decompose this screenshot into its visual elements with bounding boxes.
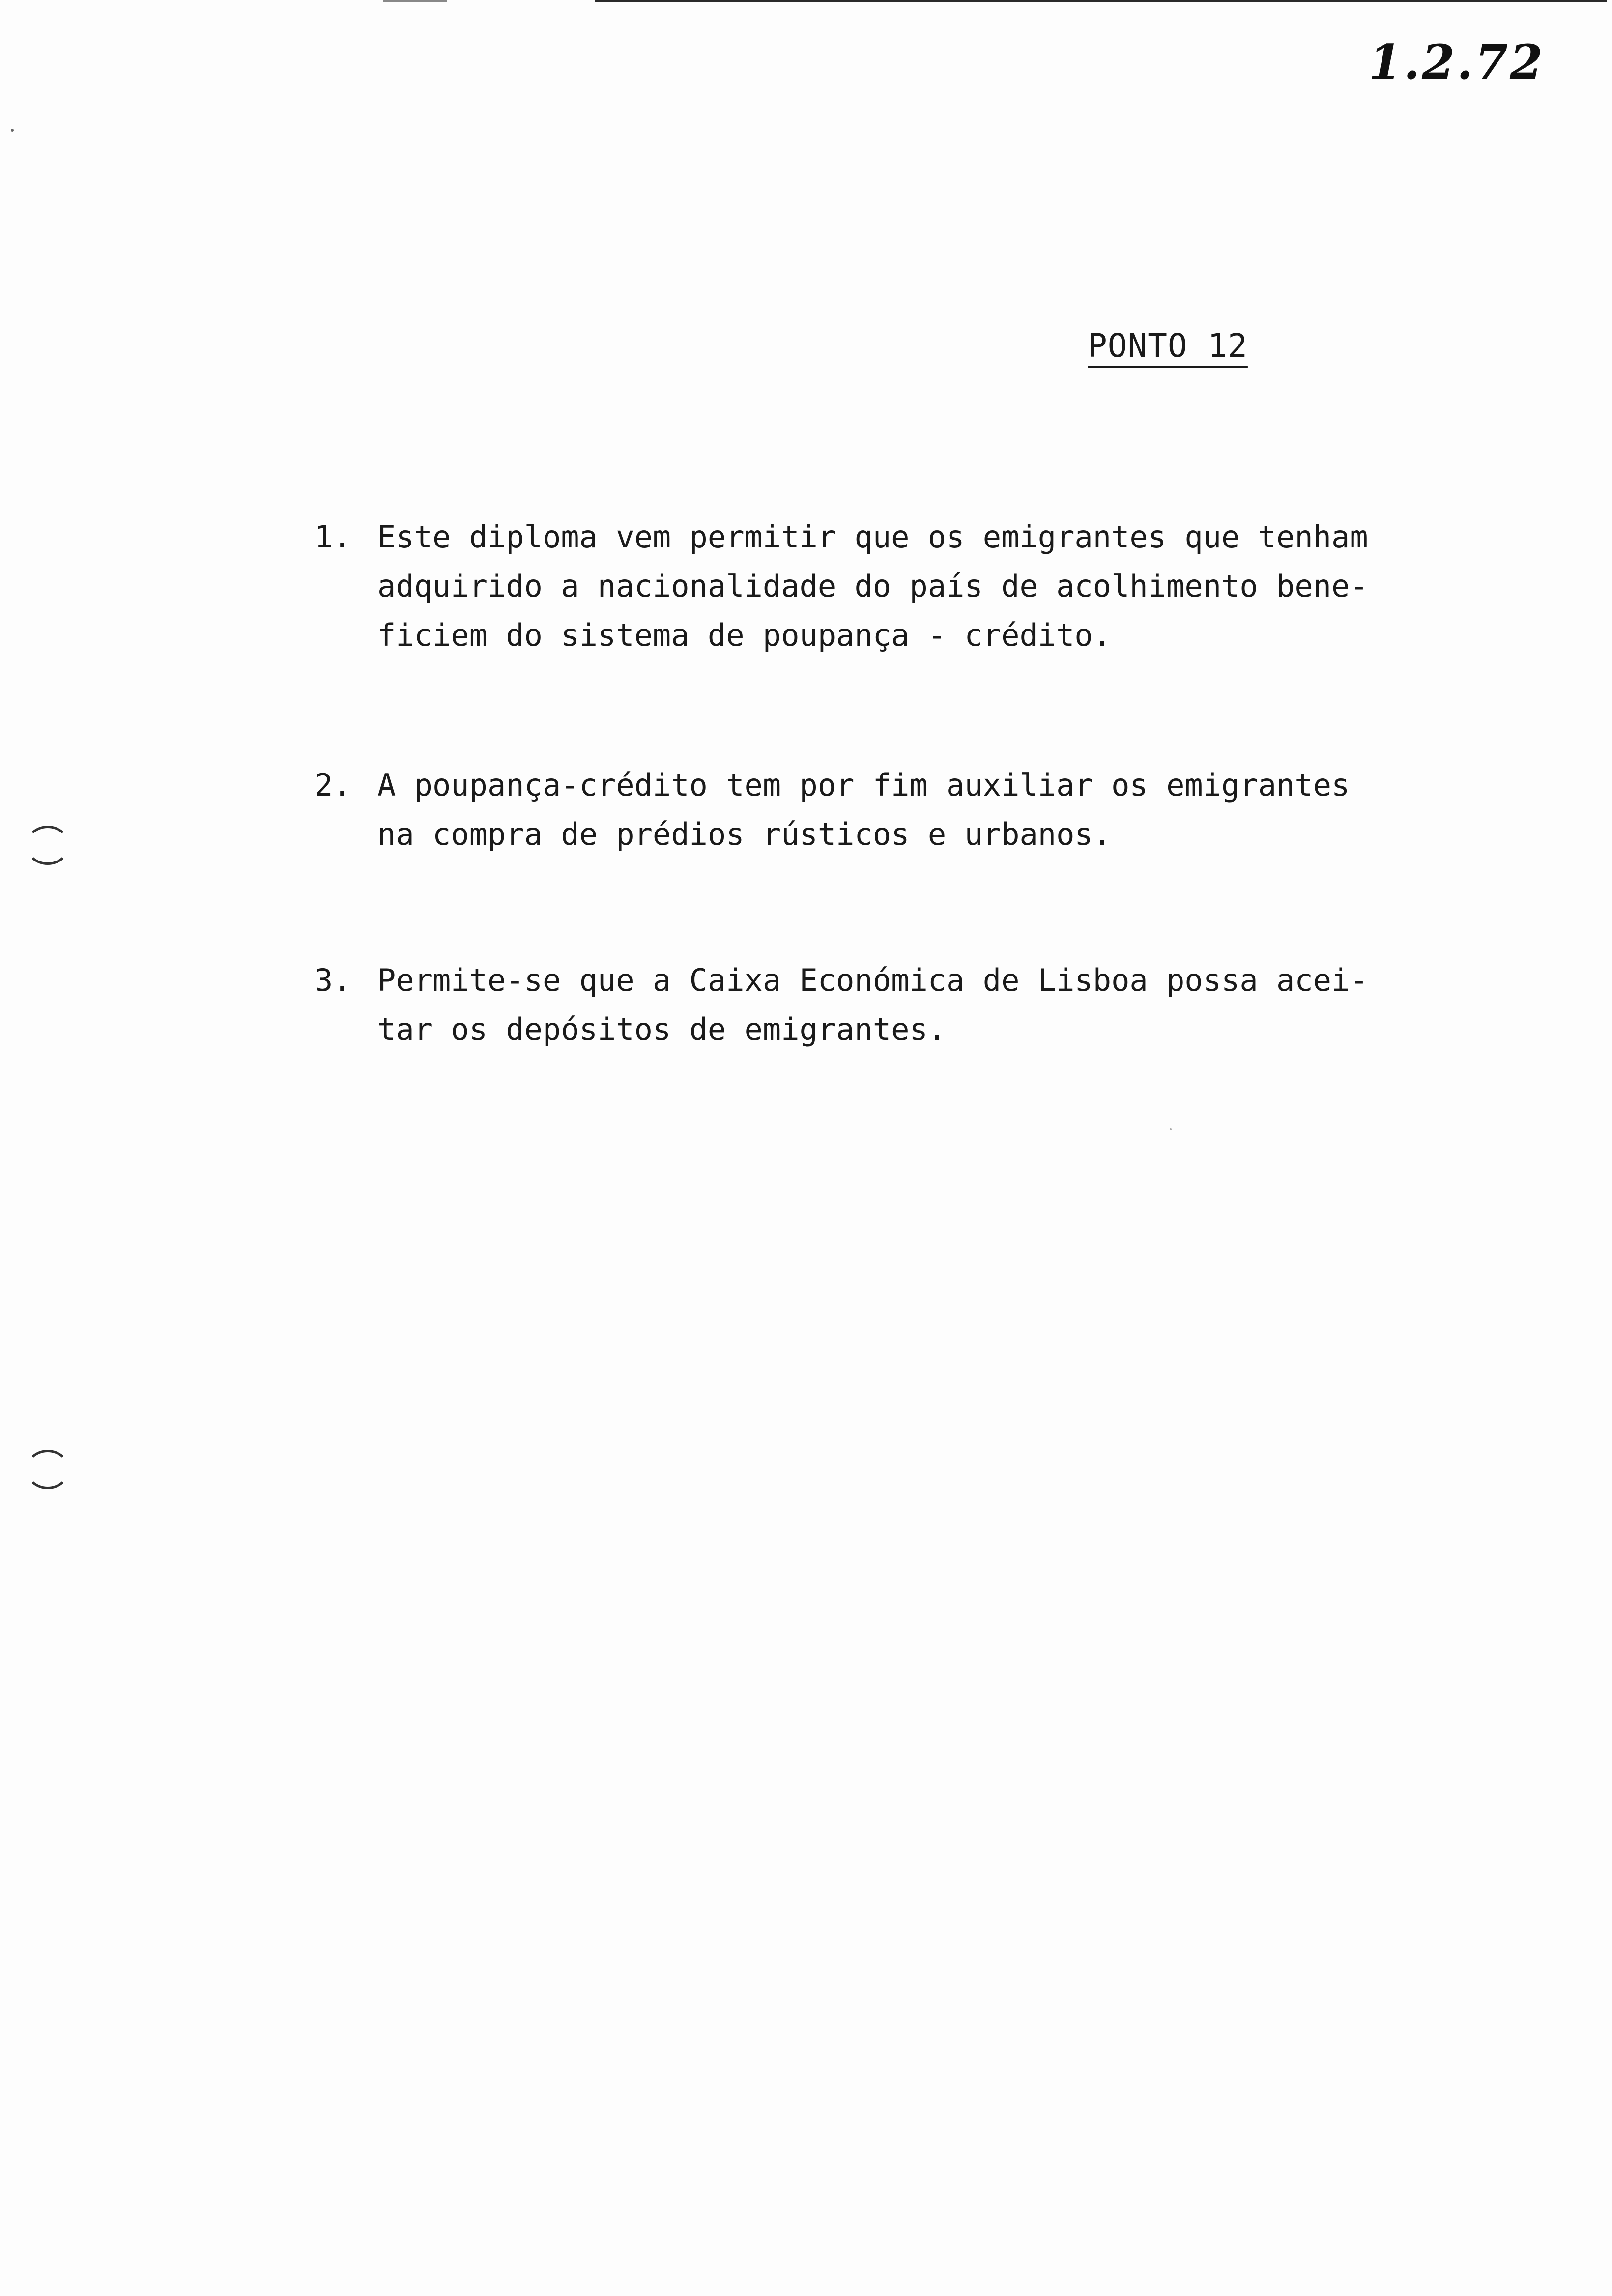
list-item-number: 1. [315,519,351,555]
list-item-text: A poupança-crédito tem por fim auxiliar os emigrantes na compra de prédios rústicos e urbanos. [377,767,1350,852]
list-item-number: 3. [315,962,351,998]
paper-speck [1170,1128,1172,1130]
list-item-text: Permite-se que a Caixa Económica de Lisboa possa acei- tar os depósitos de emigrantes. [377,962,1368,1047]
binder-hole-icon [26,1450,70,1489]
paper-speck [11,129,14,132]
list-item-number: 2. [315,767,351,803]
top-edge-rule [595,0,1607,2]
handwritten-date: 1.2.72 [1369,34,1545,90]
binder-hole-icon [26,826,70,865]
list-item-text: Este diploma vem permitir que os emigrantes que tenham adquirido a nacionalidade do país de acolhimento bene- ficiem do sistema de poupança - crédito. [377,519,1368,653]
top-edge-mark [383,0,447,2]
page-heading: PONTO 12 [1088,327,1248,365]
